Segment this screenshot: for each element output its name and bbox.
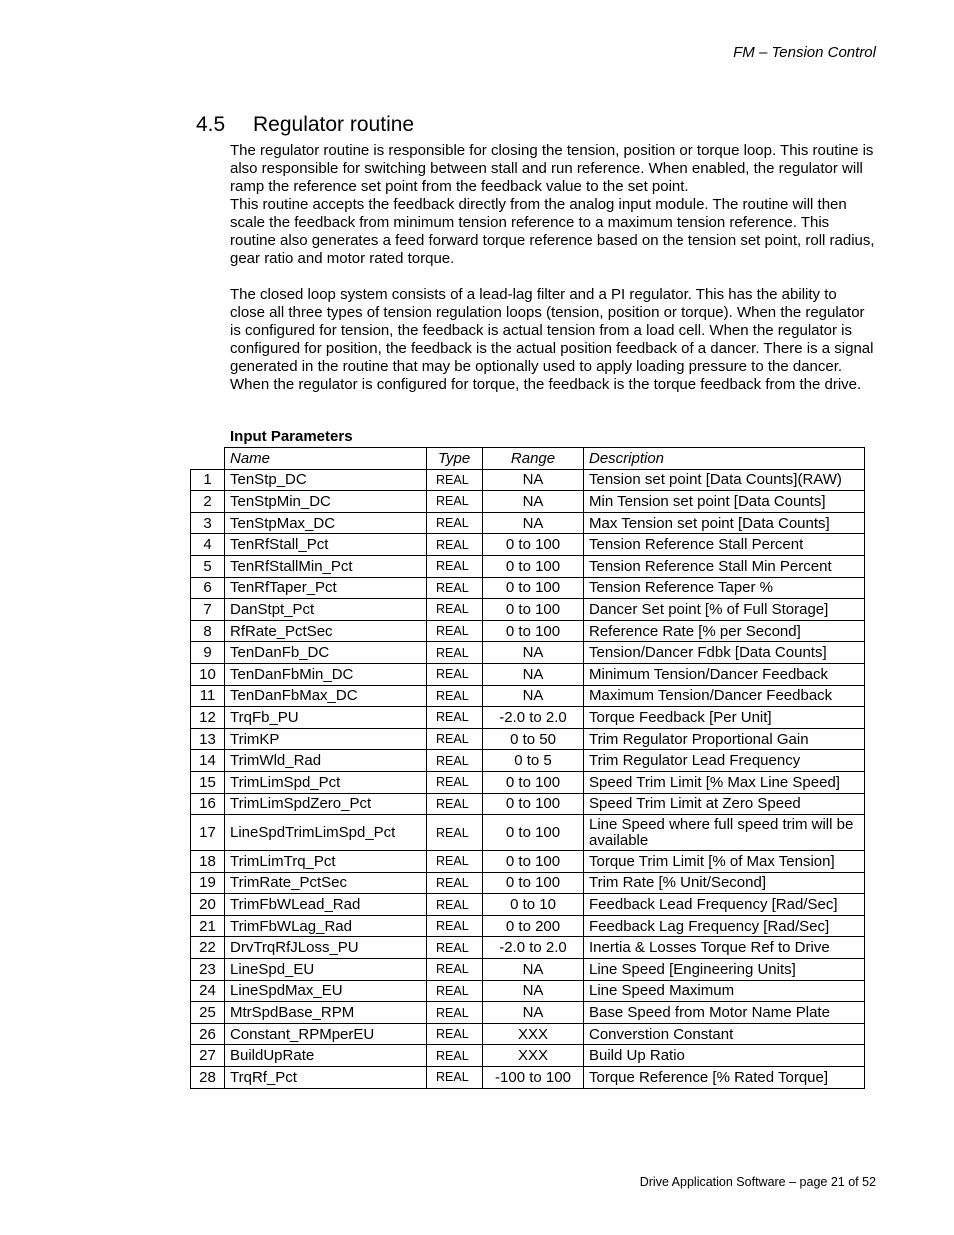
param-description-cell: Trim Regulator Lead Frequency xyxy=(584,750,865,772)
param-range-cell: 0 to 100 xyxy=(483,599,584,621)
param-name-cell: LineSpdMax_EU xyxy=(225,980,427,1002)
param-description-cell: Torque Feedback [Per Unit] xyxy=(584,707,865,729)
param-name-cell: TrqFb_PU xyxy=(225,707,427,729)
param-range-cell: NA xyxy=(483,959,584,981)
table-row xyxy=(191,750,865,772)
param-name-cell: Constant_RPMperEU xyxy=(225,1023,427,1045)
input-parameters-table xyxy=(190,447,865,1089)
param-name-cell: TrqRf_Pct xyxy=(225,1067,427,1089)
table-row xyxy=(191,491,865,513)
table-row xyxy=(191,555,865,577)
param-name-cell: TenDanFbMax_DC xyxy=(225,685,427,707)
param-type-cell: REAL xyxy=(427,815,483,851)
param-type-cell: REAL xyxy=(427,872,483,894)
param-name-cell: TenDanFbMin_DC xyxy=(225,663,427,685)
param-type-cell: REAL xyxy=(427,469,483,491)
param-name-cell: BuildUpRate xyxy=(225,1045,427,1067)
param-name-cell: TenStp_DC xyxy=(225,469,427,491)
row-index-cell: 18 xyxy=(191,851,225,873)
param-range-cell: NA xyxy=(483,1002,584,1024)
param-description-cell: Trim Rate [% Unit/Second] xyxy=(584,872,865,894)
param-range-cell: 0 to 100 xyxy=(483,534,584,556)
column-header-range: Range xyxy=(483,448,584,470)
param-type-cell: REAL xyxy=(427,620,483,642)
row-index-cell: 28 xyxy=(191,1067,225,1089)
table-row xyxy=(191,642,865,664)
row-index-cell: 17 xyxy=(191,815,225,851)
page-header: FM – Tension Control xyxy=(733,44,876,61)
table-row xyxy=(191,577,865,599)
row-index-cell: 19 xyxy=(191,872,225,894)
param-description-cell: Converstion Constant xyxy=(584,1023,865,1045)
row-index-cell: 26 xyxy=(191,1023,225,1045)
param-name-cell: TenDanFb_DC xyxy=(225,642,427,664)
param-name-cell: TrimFbWLag_Rad xyxy=(225,915,427,937)
table-row xyxy=(191,1067,865,1089)
param-description-cell: Reference Rate [% per Second] xyxy=(584,620,865,642)
param-description-cell: Torque Reference [% Rated Torque] xyxy=(584,1067,865,1089)
param-description-cell: Line Speed where full speed trim will be available xyxy=(584,815,865,851)
row-index-cell: 2 xyxy=(191,491,225,513)
param-range-cell: XXX xyxy=(483,1045,584,1067)
param-name-cell: DanStpt_Pct xyxy=(225,599,427,621)
param-description-cell: Inertia & Losses Torque Ref to Drive xyxy=(584,937,865,959)
column-header-description: Description xyxy=(584,448,865,470)
row-index-cell: 20 xyxy=(191,894,225,916)
param-range-cell: 0 to 100 xyxy=(483,771,584,793)
param-name-cell: TenRfTaper_Pct xyxy=(225,577,427,599)
param-description-cell: Speed Trim Limit [% Max Line Speed] xyxy=(584,771,865,793)
row-index-cell: 11 xyxy=(191,685,225,707)
table-row xyxy=(191,959,865,981)
param-type-cell: REAL xyxy=(427,771,483,793)
row-index-cell: 9 xyxy=(191,642,225,664)
table-row xyxy=(191,980,865,1002)
param-range-cell: 0 to 200 xyxy=(483,915,584,937)
row-index-cell: 5 xyxy=(191,555,225,577)
section-number: 4.5 xyxy=(196,113,226,136)
param-description-cell: Line Speed Maximum xyxy=(584,980,865,1002)
param-name-cell: TrimLimSpdZero_Pct xyxy=(225,793,427,815)
param-range-cell: 0 to 100 xyxy=(483,815,584,851)
page-footer: Drive Application Software – page 21 of 52 xyxy=(639,1175,876,1189)
param-name-cell: TrimLimTrq_Pct xyxy=(225,851,427,873)
column-header-name: Name xyxy=(225,448,427,470)
paragraph: The regulator routine is responsible for closing the tension, position or torque loop. This routine is also responsible for switching between stall and run reference. When enabled, the regulator will ramp the reference set point from the feedback value to the set point. This routine accepts the feedback directly from the analog input module. The routine will then scale the feedback from minimum tension reference to a maximum tension reference. This routine also generates a feed forward torque reference based on the tension set point, roll radius, gear ratio and motor rated torque. xyxy=(230,142,875,267)
section-title: Regulator routine xyxy=(253,113,415,136)
row-index-cell: 13 xyxy=(191,728,225,750)
param-range-cell: NA xyxy=(483,491,584,513)
row-index-cell: 7 xyxy=(191,599,225,621)
input-parameters-label: Input Parameters xyxy=(230,428,353,445)
param-type-cell: REAL xyxy=(427,1067,483,1089)
param-range-cell: -2.0 to 2.0 xyxy=(483,707,584,729)
param-type-cell: REAL xyxy=(427,555,483,577)
param-description-cell: Tension Reference Stall Min Percent xyxy=(584,555,865,577)
table-row xyxy=(191,728,865,750)
table-row xyxy=(191,1045,865,1067)
param-name-cell: TenStpMax_DC xyxy=(225,512,427,534)
param-description-cell: Torque Trim Limit [% of Max Tension] xyxy=(584,851,865,873)
row-index-cell: 16 xyxy=(191,793,225,815)
table-row xyxy=(191,707,865,729)
param-range-cell: 0 to 100 xyxy=(483,555,584,577)
param-description-cell: Line Speed [Engineering Units] xyxy=(584,959,865,981)
param-name-cell: TrimKP xyxy=(225,728,427,750)
paragraph: The closed loop system consists of a lead-lag filter and a PI regulator. This has the ability to close all three types of tension regulation loops (tension, position or torque). When the regulator is configured for tension, the feedback is actual tension from a load cell. When the regulator is configured for position, the feedback is the actual position feedback of a dancer. There is a signal generated in the routine that may be optionally used to apply loading pressure to the dancer. When the regulator is configured for torque, the feedback is the torque feedback from the drive. xyxy=(230,286,874,393)
header-blank-cell xyxy=(191,448,225,470)
row-index-cell: 23 xyxy=(191,959,225,981)
param-range-cell: -2.0 to 2.0 xyxy=(483,937,584,959)
param-type-cell: REAL xyxy=(427,534,483,556)
param-description-cell: Tension set point [Data Counts](RAW) xyxy=(584,469,865,491)
param-type-cell: REAL xyxy=(427,980,483,1002)
table-row xyxy=(191,599,865,621)
row-index-cell: 1 xyxy=(191,469,225,491)
param-description-cell: Dancer Set point [% of Full Storage] xyxy=(584,599,865,621)
param-description-cell: Build Up Ratio xyxy=(584,1045,865,1067)
param-description-cell: Maximum Tension/Dancer Feedback xyxy=(584,685,865,707)
param-name-cell: RfRate_PctSec xyxy=(225,620,427,642)
table-row xyxy=(191,815,865,851)
param-description-cell: Speed Trim Limit at Zero Speed xyxy=(584,793,865,815)
param-range-cell: 0 to 10 xyxy=(483,894,584,916)
param-name-cell: TenStpMin_DC xyxy=(225,491,427,513)
param-range-cell: NA xyxy=(483,980,584,1002)
table-header-row xyxy=(191,448,865,470)
param-range-cell: 0 to 100 xyxy=(483,793,584,815)
column-header-type: Type xyxy=(427,448,483,470)
row-index-cell: 14 xyxy=(191,750,225,772)
param-type-cell: REAL xyxy=(427,915,483,937)
param-type-cell: REAL xyxy=(427,707,483,729)
param-range-cell: NA xyxy=(483,512,584,534)
row-index-cell: 12 xyxy=(191,707,225,729)
table-row xyxy=(191,685,865,707)
param-description-cell: Tension Reference Stall Percent xyxy=(584,534,865,556)
table-row xyxy=(191,1023,865,1045)
param-type-cell: REAL xyxy=(427,512,483,534)
table-row xyxy=(191,793,865,815)
param-name-cell: TrimLimSpd_Pct xyxy=(225,771,427,793)
param-type-cell: REAL xyxy=(427,894,483,916)
param-name-cell: LineSpd_EU xyxy=(225,959,427,981)
row-index-cell: 21 xyxy=(191,915,225,937)
table-row xyxy=(191,851,865,873)
param-description-cell: Min Tension set point [Data Counts] xyxy=(584,491,865,513)
param-type-cell: REAL xyxy=(427,599,483,621)
param-range-cell: 0 to 100 xyxy=(483,872,584,894)
param-description-cell: Minimum Tension/Dancer Feedback xyxy=(584,663,865,685)
param-range-cell: NA xyxy=(483,642,584,664)
row-index-cell: 4 xyxy=(191,534,225,556)
param-type-cell: REAL xyxy=(427,1023,483,1045)
param-description-cell: Trim Regulator Proportional Gain xyxy=(584,728,865,750)
param-name-cell: TenRfStallMin_Pct xyxy=(225,555,427,577)
param-type-cell: REAL xyxy=(427,851,483,873)
param-name-cell: TrimRate_PctSec xyxy=(225,872,427,894)
table-row xyxy=(191,534,865,556)
table-row xyxy=(191,512,865,534)
param-range-cell: NA xyxy=(483,469,584,491)
param-description-cell: Tension/Dancer Fdbk [Data Counts] xyxy=(584,642,865,664)
param-description-cell: Max Tension set point [Data Counts] xyxy=(584,512,865,534)
param-name-cell: DrvTrqRfJLoss_PU xyxy=(225,937,427,959)
table-row xyxy=(191,915,865,937)
param-range-cell: NA xyxy=(483,663,584,685)
param-name-cell: TrimWld_Rad xyxy=(225,750,427,772)
param-name-cell: TenRfStall_Pct xyxy=(225,534,427,556)
table-row xyxy=(191,1002,865,1024)
table-row xyxy=(191,894,865,916)
param-range-cell: 0 to 100 xyxy=(483,851,584,873)
row-index-cell: 8 xyxy=(191,620,225,642)
param-range-cell: 0 to 100 xyxy=(483,620,584,642)
param-range-cell: 0 to 100 xyxy=(483,577,584,599)
table-row xyxy=(191,620,865,642)
param-type-cell: REAL xyxy=(427,793,483,815)
param-description-cell: Base Speed from Motor Name Plate xyxy=(584,1002,865,1024)
param-description-cell: Feedback Lag Frequency [Rad/Sec] xyxy=(584,915,865,937)
param-type-cell: REAL xyxy=(427,1002,483,1024)
param-range-cell: NA xyxy=(483,685,584,707)
param-type-cell: REAL xyxy=(427,1045,483,1067)
param-type-cell: REAL xyxy=(427,750,483,772)
param-name-cell: MtrSpdBase_RPM xyxy=(225,1002,427,1024)
param-range-cell: -100 to 100 xyxy=(483,1067,584,1089)
row-index-cell: 6 xyxy=(191,577,225,599)
row-index-cell: 27 xyxy=(191,1045,225,1067)
row-index-cell: 24 xyxy=(191,980,225,1002)
param-range-cell: 0 to 5 xyxy=(483,750,584,772)
param-description-cell: Tension Reference Taper % xyxy=(584,577,865,599)
param-name-cell: TrimFbWLead_Rad xyxy=(225,894,427,916)
param-type-cell: REAL xyxy=(427,959,483,981)
row-index-cell: 22 xyxy=(191,937,225,959)
param-type-cell: REAL xyxy=(427,577,483,599)
param-type-cell: REAL xyxy=(427,728,483,750)
row-index-cell: 15 xyxy=(191,771,225,793)
param-type-cell: REAL xyxy=(427,685,483,707)
param-name-cell: LineSpdTrimLimSpd_Pct xyxy=(225,815,427,851)
row-index-cell: 10 xyxy=(191,663,225,685)
section-heading xyxy=(196,113,414,137)
param-range-cell: 0 to 50 xyxy=(483,728,584,750)
param-type-cell: REAL xyxy=(427,663,483,685)
param-type-cell: REAL xyxy=(427,491,483,513)
param-description-cell: Feedback Lead Frequency [Rad/Sec] xyxy=(584,894,865,916)
param-range-cell: XXX xyxy=(483,1023,584,1045)
param-type-cell: REAL xyxy=(427,642,483,664)
param-type-cell: REAL xyxy=(427,937,483,959)
table-row xyxy=(191,663,865,685)
body-text xyxy=(230,142,875,412)
table-row xyxy=(191,771,865,793)
table-row xyxy=(191,937,865,959)
table-row xyxy=(191,469,865,491)
row-index-cell: 25 xyxy=(191,1002,225,1024)
table-row xyxy=(191,872,865,894)
row-index-cell: 3 xyxy=(191,512,225,534)
